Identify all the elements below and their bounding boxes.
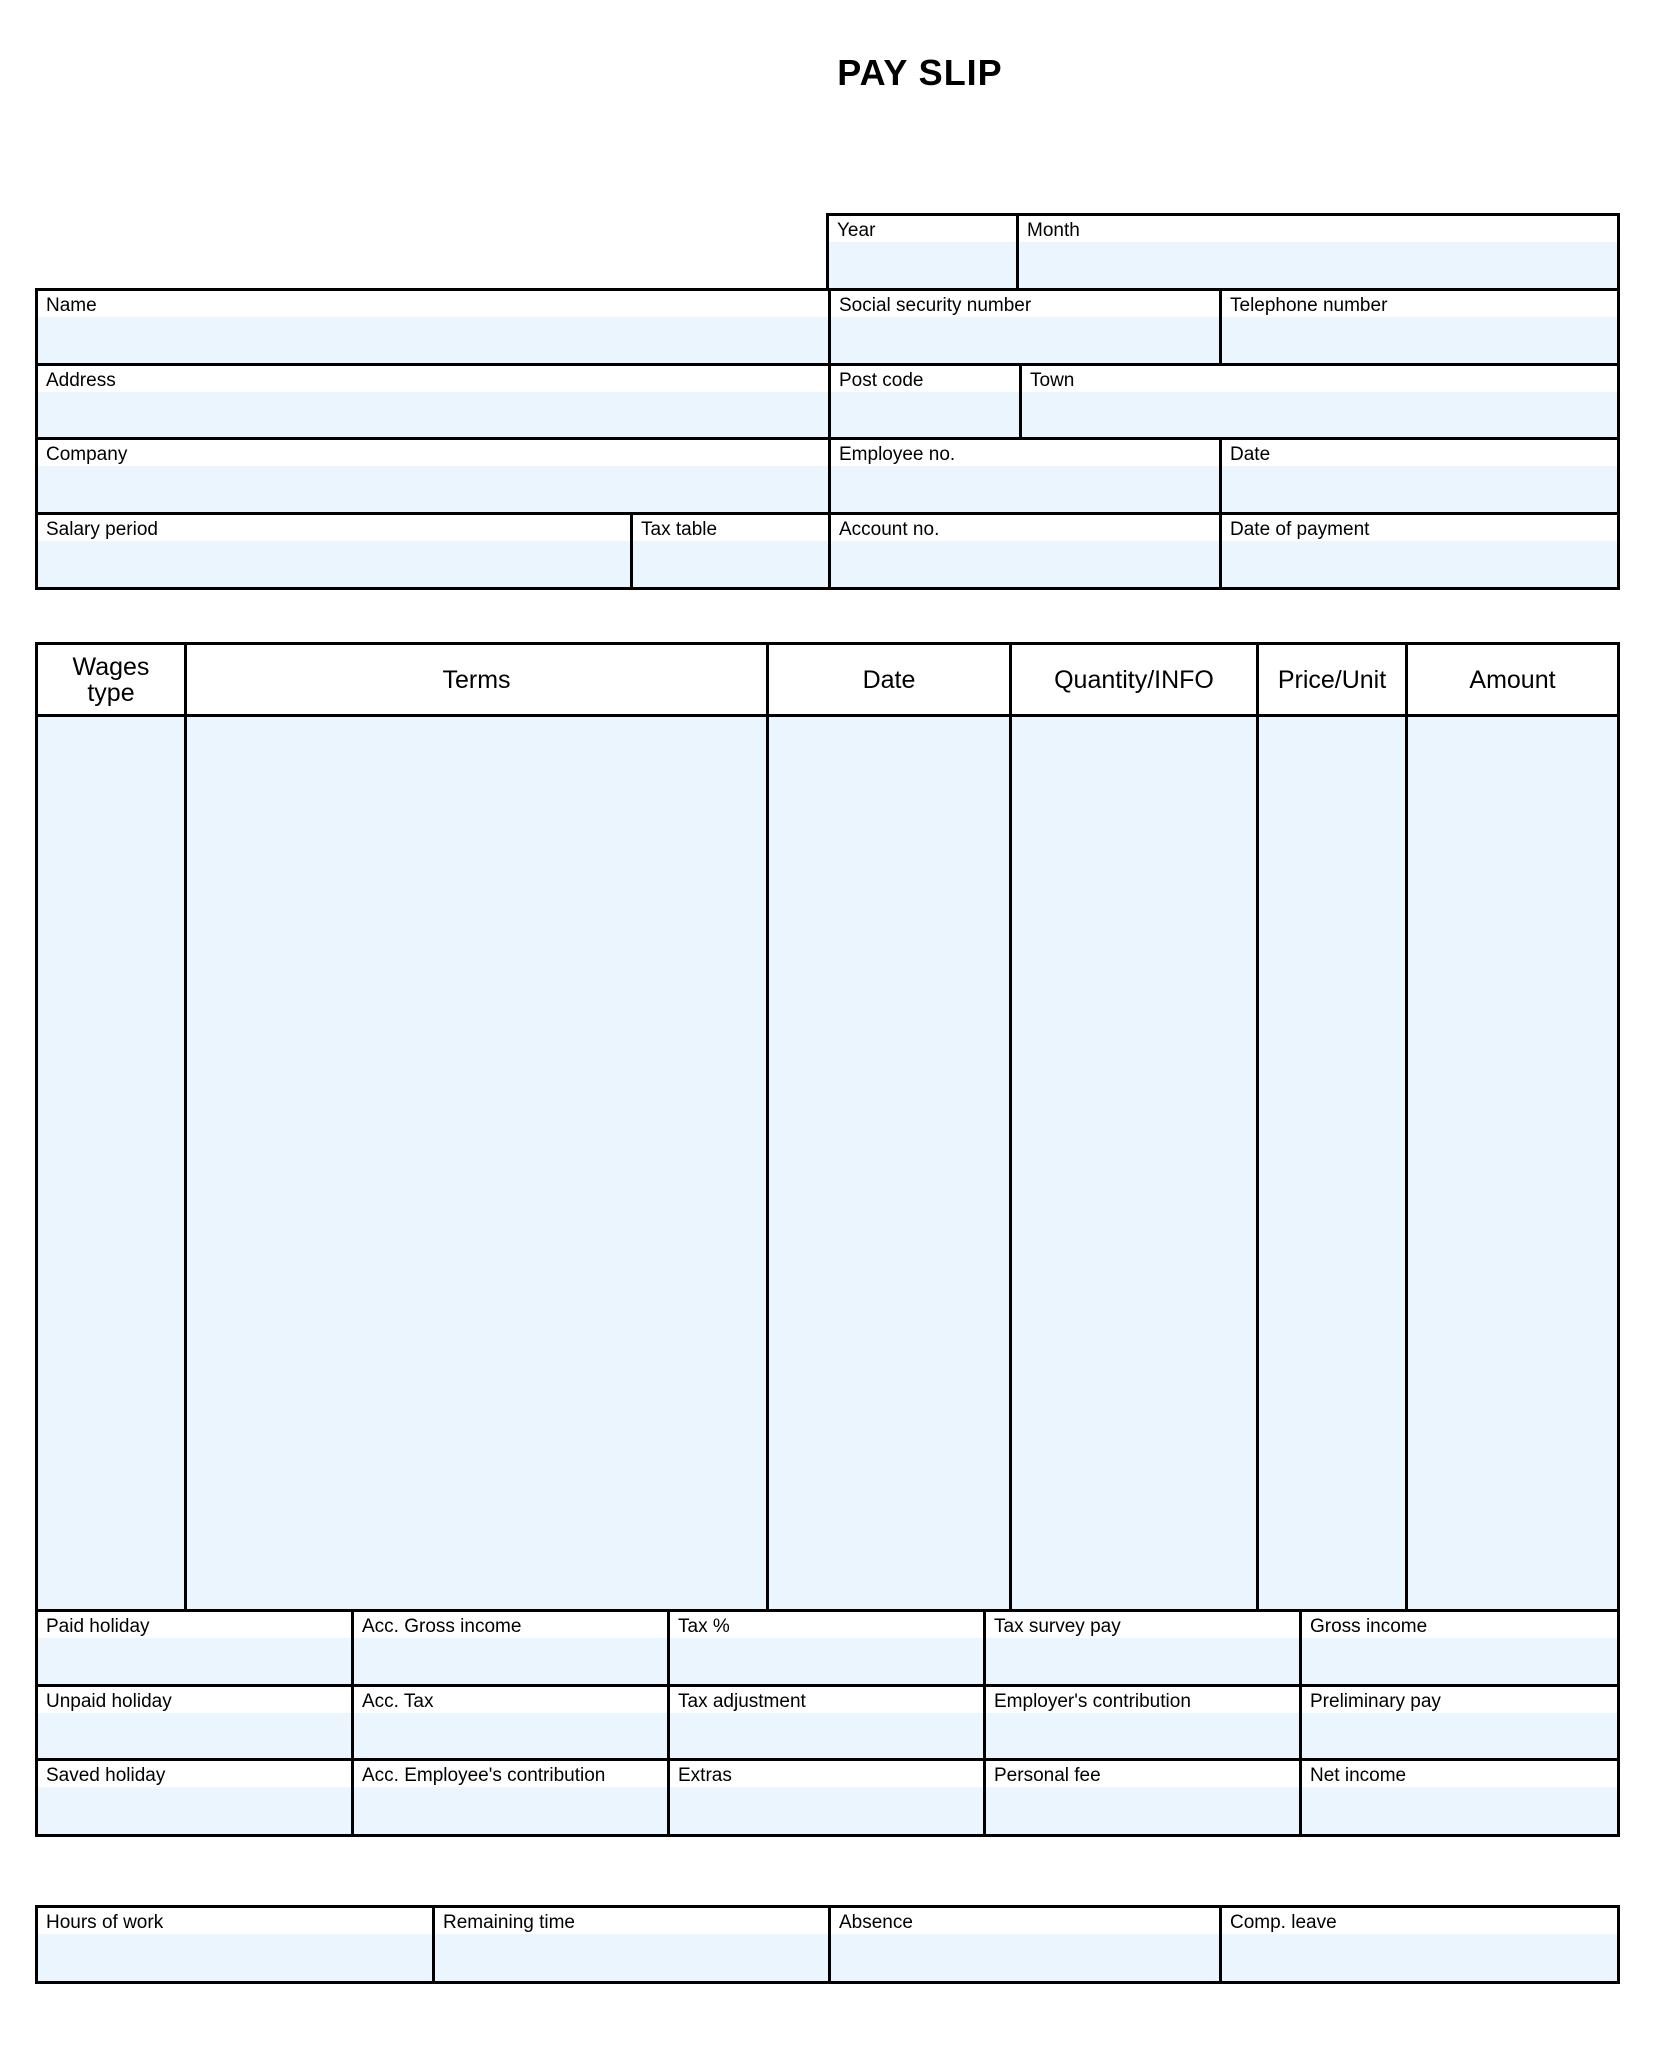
extras-label: Extras [678,1765,732,1786]
tax-percent-field[interactable] [670,1612,986,1687]
ssn-label: Social security number [839,295,1032,316]
terms-column[interactable] [187,717,769,1612]
acc-employees-contribution-field[interactable] [354,1761,670,1834]
month-label: Month [1027,220,1080,241]
comp-leave-label: Comp. leave [1230,1912,1337,1933]
tax-adjustment-label: Tax adjustment [678,1691,806,1712]
unpaid-holiday-label: Unpaid holiday [46,1691,172,1712]
company-field[interactable] [38,440,831,515]
unpaid-holiday-field[interactable] [38,1687,354,1761]
price-unit-column[interactable] [1259,717,1408,1612]
summary-grid [35,1609,1620,1837]
acc-tax-label: Acc. Tax [362,1691,434,1712]
date-column[interactable] [769,717,1012,1612]
personal-fee-field[interactable] [986,1761,1302,1834]
employee-no-label: Employee no. [839,444,956,465]
paid-holiday-field[interactable] [38,1612,354,1687]
net-income-field[interactable] [1302,1761,1617,1834]
absence-field[interactable] [831,1908,1222,1981]
date-field[interactable] [1222,440,1617,515]
preliminary-pay-field[interactable] [1302,1687,1617,1761]
gross-income-field[interactable] [1302,1612,1617,1687]
tax-table-field[interactable] [633,515,831,587]
hours-of-work-field[interactable] [38,1908,435,1981]
tax-table-label: Tax table [641,519,718,540]
town-label: Town [1030,370,1075,391]
column-header-wages-type: Wages type [38,645,187,717]
salary-period-label: Salary period [46,519,158,540]
account-no-label: Account no. [839,519,940,540]
telephone-field[interactable] [1222,291,1617,366]
wages-type-column[interactable] [38,717,187,1612]
month-field[interactable] [1019,216,1617,291]
gross-income-label: Gross income [1310,1616,1428,1637]
preliminary-pay-label: Preliminary pay [1310,1691,1441,1712]
acc-employees-contribution-label: Acc. Employee's contribution [362,1765,606,1786]
absence-label: Absence [839,1912,913,1933]
acc-gross-income-label: Acc. Gross income [362,1616,522,1637]
quantity-column[interactable] [1012,717,1259,1612]
hours-of-work-label: Hours of work [46,1912,164,1933]
wages-table [35,642,1620,1612]
town-field[interactable] [1022,366,1617,440]
net-income-label: Net income [1310,1765,1407,1786]
ssn-field[interactable] [831,291,1222,366]
remaining-time-field[interactable] [435,1908,831,1981]
tax-survey-pay-label: Tax survey pay [994,1616,1121,1637]
column-header-terms: Terms [187,645,769,717]
extras-field[interactable] [670,1761,986,1834]
saved-holiday-field[interactable] [38,1761,354,1834]
page-title: PAY SLIP [837,52,1003,93]
personal-fee-label: Personal fee [994,1765,1101,1786]
tax-adjustment-field[interactable] [670,1687,986,1761]
date-of-payment-field[interactable] [1222,515,1617,587]
name-label: Name [46,295,97,316]
paid-holiday-label: Paid holiday [46,1616,150,1637]
acc-tax-field[interactable] [354,1687,670,1761]
post-code-label: Post code [839,370,924,391]
comp-leave-field[interactable] [1222,1908,1617,1981]
telephone-label: Telephone number [1230,295,1388,316]
employee-info-box [35,288,1620,590]
remaining-time-label: Remaining time [443,1912,575,1933]
company-label: Company [46,444,128,465]
account-no-field[interactable] [831,515,1222,587]
employee-no-field[interactable] [831,440,1222,515]
period-box [826,213,1620,291]
column-header-price-unit: Price/Unit [1259,645,1408,717]
tax-survey-pay-field[interactable] [986,1612,1302,1687]
column-header-amount: Amount [1408,645,1617,717]
year-label: Year [837,220,876,241]
date-of-payment-label: Date of payment [1230,519,1370,540]
date-label: Date [1230,444,1271,465]
employers-contribution-field[interactable] [986,1687,1302,1761]
column-header-quantity: Quantity/INFO [1012,645,1259,717]
name-field[interactable] [38,291,831,366]
year-field[interactable] [829,216,1019,291]
employers-contribution-label: Employer's contribution [994,1691,1191,1712]
acc-gross-income-field[interactable] [354,1612,670,1687]
tax-percent-label: Tax % [678,1616,730,1637]
address-field[interactable] [38,366,831,440]
address-label: Address [46,370,116,391]
column-header-date: Date [769,645,1012,717]
time-summary-box [35,1905,1620,1984]
amount-column[interactable] [1408,717,1617,1612]
salary-period-field[interactable] [38,515,633,587]
saved-holiday-label: Saved holiday [46,1765,166,1786]
post-code-field[interactable] [831,366,1022,440]
